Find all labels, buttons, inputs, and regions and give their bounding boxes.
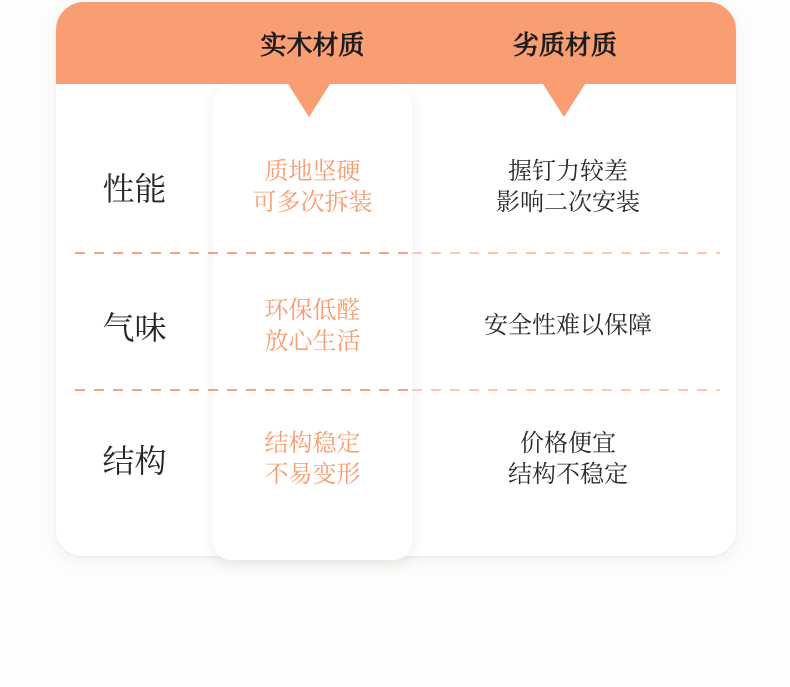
cell-line: 质地坚硬 [264,157,361,185]
row-label: 气味 [102,309,167,346]
column-header-solid-wood: 实木材质 [260,29,365,60]
cell-line: 结构稳定 [264,430,361,457]
solid-wood-cell [213,253,412,390]
row-performance [56,84,736,253]
inferior-cell [412,84,736,253]
table-header [56,2,736,84]
cell-line: 影响二次安装 [496,188,640,216]
row-label: 结构 [102,443,167,479]
inferior-cell [412,390,736,556]
cell-line: 价格便宜 [520,430,616,457]
cell-line: 环保低醛 [264,296,361,324]
cell-line: 握钉力较差 [508,157,628,185]
cell-line: 放心生活 [264,327,361,355]
row-label: 性能 [102,170,167,207]
column-header-inferior: 劣质材质 [512,29,617,60]
row-structure [56,390,736,556]
cell-line: 安全性难以保障 [484,312,652,339]
solid-wood-cell [213,390,412,556]
cell-line: 可多次拆装 [252,188,373,216]
cell-line: 结构不稳定 [508,461,628,488]
cell-line: 不易变形 [264,461,361,488]
row-smell [56,253,736,390]
inferior-cell [412,253,736,390]
comparison-card [56,2,736,556]
